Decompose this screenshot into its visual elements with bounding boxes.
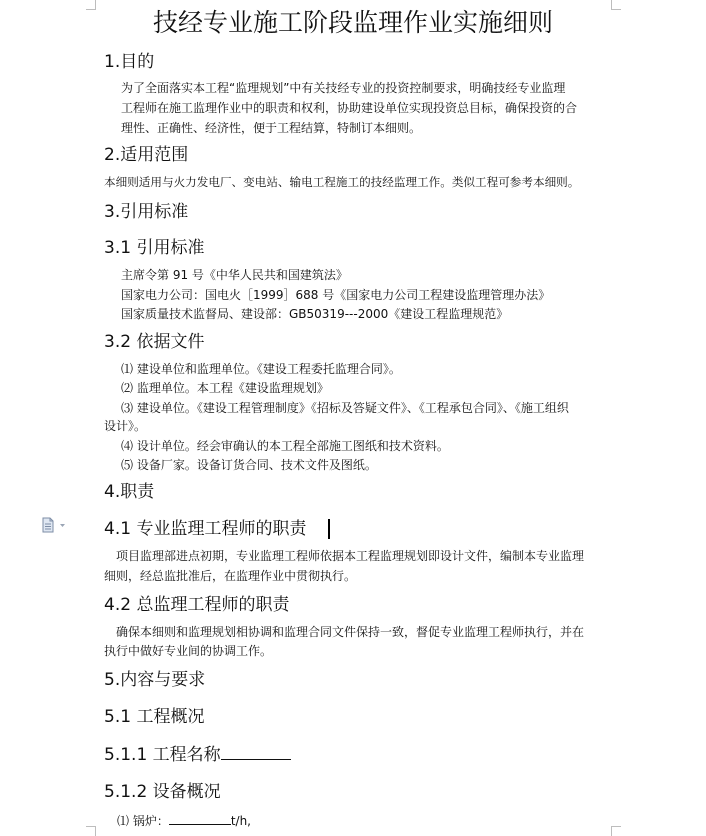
document-title: 技经专业施工阶段监理作业实施细则 — [152, 8, 553, 37]
basis-item-continued: 设计》。 — [104, 419, 147, 433]
section-4-1-line: 项目监理部进点初期，专业监理工程师依据本工程监理规划即设计文件，编制本专业监理 — [116, 549, 585, 563]
project-name-blank[interactable] — [221, 758, 291, 760]
section-4-1-line: 细则，经总监批准后，在监理作业中贯彻执行。 — [104, 569, 357, 583]
section-3-2-heading: 3.2 依据文件 — [104, 332, 205, 352]
section-1-heading: 1.目的 — [104, 52, 155, 72]
section-4-2-line: 执行中做好专业间的协调工作。 — [104, 644, 273, 658]
standard-item: 主席令第 91 号《中华人民共和国建筑法》 — [121, 268, 348, 282]
section-4-1-heading: 4.1 专业监理工程师的职责 — [104, 519, 307, 539]
section-5-1-heading: 5.1 工程概况 — [104, 707, 205, 727]
section-4-heading: 4.职责 — [104, 482, 155, 502]
section-1-line: 为了全面落实本工程“监理规划”中有关技经专业的投资控制要求，明确技经专业监理 — [121, 81, 566, 95]
basis-item: ⑴ 建设单位和监理单位。《建设工程委托监理合同》。 — [121, 362, 401, 376]
basis-item: ⑶ 建设单位。《建设工程管理制度》《招标及答疑文件》、《工程承包合同》、《施工组织 — [121, 401, 569, 415]
boiler-item: ⑴ 锅炉： t/h, — [117, 814, 251, 828]
section-5-heading: 5.内容与要求 — [104, 670, 206, 690]
section-4-2-heading: 4.2 总监理工程师的职责 — [104, 595, 290, 615]
section-2-heading: 2.适用范围 — [104, 145, 189, 165]
section-1-line: 理性、正确性、经济性，便于工程结算，特制订本细则。 — [121, 121, 422, 135]
section-2-text: 本细则适用与火力发电厂、变电站、输电工程施工的技经监理工作。类似工程可参考本细则。 — [104, 175, 580, 189]
standard-item: 国家质量技术监督局、建设部：GB50319---2000《建设工程监理规范》 — [121, 307, 509, 321]
section-4-2-line: 确保本细则和监理规划相协调和监理合同文件保持一致，督促专业监理工程师执行，并在 — [116, 625, 585, 639]
text-cursor — [328, 519, 330, 539]
section-3-heading: 3.引用标准 — [104, 202, 189, 222]
document-icon[interactable] — [40, 517, 68, 533]
standard-item: 国家电力公司：国电火［1999］688 号《国家电力公司工程建设监理管理办法》 — [121, 288, 551, 302]
basis-item: ⑵ 监理单位。本工程《建设监理规划》 — [121, 381, 329, 395]
section-1-line: 工程师在施工监理作业中的职责和权利，协助建设单位实现投资总目标，确保投资的合 — [121, 101, 578, 115]
section-5-1-2-heading: 5.1.2 设备概况 — [104, 782, 221, 802]
section-5-1-1-heading: 5.1.1 工程名称 — [104, 743, 291, 767]
section-3-1-heading: 3.1 引用标准 — [104, 238, 205, 258]
basis-item: ⑸ 设备厂家。设备订货合同、技术文件及图纸。 — [121, 458, 377, 472]
basis-item: ⑷ 设计单位。经会审确认的本工程全部施工图纸和技术资料。 — [121, 439, 449, 453]
boiler-capacity-blank[interactable] — [169, 823, 231, 825]
